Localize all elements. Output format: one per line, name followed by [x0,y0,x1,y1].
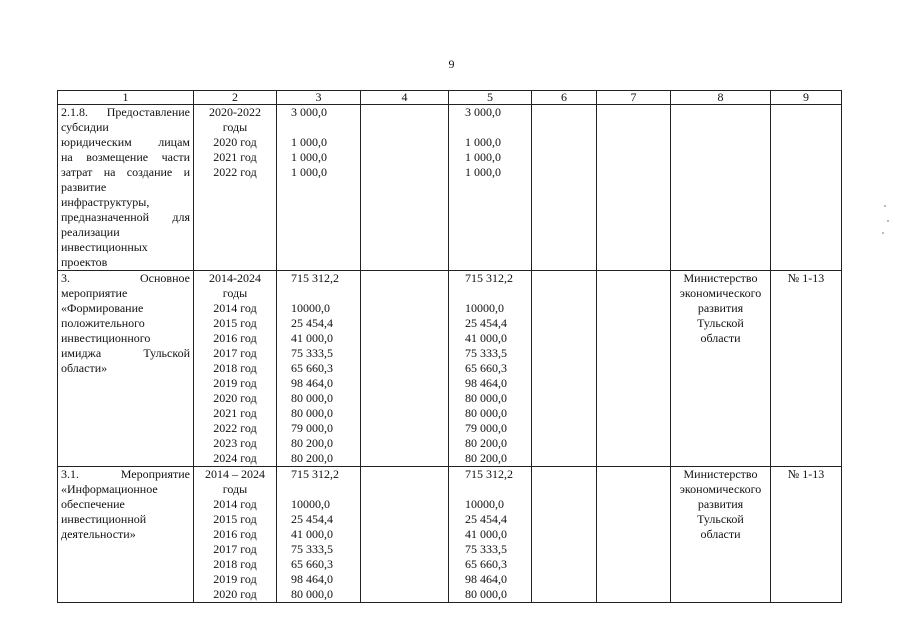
event-name-line: имиджа Тульской [61,346,190,360]
indicator-ref: № 1-13 [787,467,825,481]
table-header-row [58,91,842,105]
event-name-line: инвестиционных [61,240,148,254]
amount-line: 75 333,5 [465,346,507,360]
amount-line [291,286,357,301]
responsible-cell [671,271,771,467]
empty-cell [361,105,449,271]
event-name-line: инвестиционной [61,512,147,526]
amount-line: 1 000,0 [291,150,327,164]
period-line: 2022 год [213,165,257,179]
period-line: 2021 год [213,406,257,420]
empty-cell [532,271,597,467]
empty-cell [597,271,671,467]
header-cell: 6 [532,91,597,105]
scan-speck [882,232,884,234]
period-line: 2017 год [213,346,257,360]
amount-line: 715 312,2 [291,467,339,481]
amount-line: 25 454,4 [465,316,507,330]
event-name-line: затрат на создание и [61,165,190,179]
period-line: 2020 год [213,587,257,601]
period-line: 2018 год [213,361,257,375]
event-name-line: предназначенной для [61,210,190,224]
period-line: годы [222,482,248,496]
amount-line: 1 000,0 [465,165,501,179]
period-line: 2014 – 2024 [205,467,265,481]
amount-line: 75 333,5 [291,542,333,556]
event-name-line: 3.1. Мероприятие [61,467,190,481]
amount-line: 1 000,0 [465,135,501,149]
period-line: годы [222,120,248,134]
table-row [58,105,842,271]
period-line: 2019 год [213,376,257,390]
amount-line: 80 200,0 [291,436,333,450]
responsible-line: развития [697,497,744,511]
amount-line: 10000,0 [291,301,330,315]
responsible-line: экономического [679,482,762,496]
indicators-cell [771,467,842,603]
responsible-line: экономического [679,286,762,300]
amount-line: 80 200,0 [465,451,507,465]
amount-line [291,120,357,135]
amount-line: 10000,0 [291,497,330,511]
amount-line: 41 000,0 [291,527,333,541]
table-row [58,467,842,603]
period-line: 2023 год [213,436,257,450]
event-name-cell [58,105,194,271]
amount-line: 80 000,0 [465,587,507,601]
period-line: годы [222,286,248,300]
amount-line [465,482,528,497]
event-name-line: на возмещение части [61,150,190,164]
amount-line: 1 000,0 [291,165,327,179]
amount-line: 80 200,0 [465,436,507,450]
period-line: 2016 год [213,527,257,541]
event-name-line: области» [61,361,108,375]
amount-line: 25 454,4 [291,512,333,526]
amount-line: 3 000,0 [291,105,327,119]
header-cell: 7 [597,91,671,105]
period-line: 2017 год [213,542,257,556]
page-number: 9 [448,57,455,71]
responsible-cell [671,105,771,271]
amount-line: 25 454,4 [291,316,333,330]
event-name-line: «Информационное [61,482,158,496]
amount-line: 65 660,3 [291,557,333,571]
event-name-line: развитие [61,180,107,194]
header-cell: 2 [194,91,277,105]
amount-line: 75 333,5 [291,346,333,360]
period-line: 2021 год [213,150,257,164]
event-name-line: 3. Основное [61,271,190,285]
amount-line: 80 000,0 [291,406,333,420]
responsible-line: Министерство [683,467,758,481]
period-line: 2020 год [213,135,257,149]
period-line: 2014 год [213,301,257,315]
amount-line: 1 000,0 [465,150,501,164]
event-name-line: обеспечение [61,497,125,511]
period-line: 2014 год [213,497,257,511]
amount-line [465,120,528,135]
header-cell: 8 [671,91,771,105]
period-line: 2022 год [213,421,257,435]
event-name-line: деятельности» [61,527,136,541]
indicator-ref: № 1-13 [787,271,825,285]
period-line: 2014-2024 [209,271,261,285]
amount-line: 75 333,5 [465,542,507,556]
amount-line: 98 464,0 [465,376,507,390]
empty-cell [597,467,671,603]
amount-line: 715 312,2 [465,467,513,481]
amount-line: 98 464,0 [291,376,333,390]
total-amount-cell [277,467,361,603]
header-cell: 1 [58,91,194,105]
event-name-line: 2.1.8. Предоставление [61,105,190,119]
responsible-line: области [700,331,741,345]
event-name-line: реализации [61,225,120,239]
amount-line: 98 464,0 [291,572,333,586]
amount-line: 80 000,0 [291,391,333,405]
responsible-line: развития [697,301,744,315]
responsible-line: Тульской [697,512,744,526]
period-cell [194,105,277,271]
header-cell: 5 [449,91,532,105]
period-line: 2018 год [213,557,257,571]
amount-line: 1 000,0 [291,135,327,149]
amount-line: 41 000,0 [465,331,507,345]
amount-line: 79 000,0 [291,421,333,435]
indicators-cell [771,105,842,271]
amount-line: 80 000,0 [465,391,507,405]
empty-cell [597,105,671,271]
period-line: 2015 год [213,316,257,330]
amount-line: 80 000,0 [465,406,507,420]
empty-cell [361,271,449,467]
period-cell [194,271,277,467]
event-name-cell [58,467,194,603]
amount-line: 41 000,0 [465,527,507,541]
event-name-line: положительного [61,316,145,330]
amount-line [291,482,357,497]
indicators-cell [771,271,842,467]
amount-line: 10000,0 [465,301,504,315]
amount-line: 41 000,0 [291,331,333,345]
amount-line: 80 000,0 [291,587,333,601]
period-line: 2016 год [213,331,257,345]
period-line: 2024 год [213,451,257,465]
period-line: 2020 год [213,391,257,405]
period-line: 2015 год [213,512,257,526]
amount-line: 25 454,4 [465,512,507,526]
regional-budget-cell [449,467,532,603]
responsible-line: области [700,527,741,541]
event-name-line: «Формирование [61,301,144,315]
period-cell [194,467,277,603]
event-name-line: мероприятие [61,286,128,300]
total-amount-cell [277,105,361,271]
amount-line [465,286,528,301]
amount-line: 715 312,2 [291,271,339,285]
regional-budget-cell [449,271,532,467]
amount-line: 80 200,0 [291,451,333,465]
event-name-line: проектов [61,255,108,269]
amount-line: 98 464,0 [465,572,507,586]
program-table [57,90,842,603]
event-name-line: инвестиционного [61,331,151,345]
amount-line: 65 660,3 [291,361,333,375]
period-line: 2020-2022 [209,105,261,119]
header-cell: 3 [277,91,361,105]
responsible-line: Тульской [697,316,744,330]
amount-line: 79 000,0 [465,421,507,435]
amount-line: 65 660,3 [465,557,507,571]
amount-line: 3 000,0 [465,105,501,119]
event-name-cell [58,271,194,467]
table-row [58,271,842,467]
amount-line: 10000,0 [465,497,504,511]
responsible-cell [671,467,771,603]
event-name-line: субсидии [61,120,109,134]
regional-budget-cell [449,105,532,271]
empty-cell [532,105,597,271]
event-name-line: инфраструктуры, [61,195,150,209]
scan-speck [884,205,886,207]
amount-line: 715 312,2 [465,271,513,285]
responsible-line: Министерство [683,271,758,285]
empty-cell [361,467,449,603]
event-name-line: юридическим лицам [61,135,190,149]
empty-cell [532,467,597,603]
scan-speck [887,220,889,222]
period-line: 2019 год [213,572,257,586]
header-cell: 9 [771,91,842,105]
amount-line: 65 660,3 [465,361,507,375]
total-amount-cell [277,271,361,467]
header-cell: 4 [361,91,449,105]
